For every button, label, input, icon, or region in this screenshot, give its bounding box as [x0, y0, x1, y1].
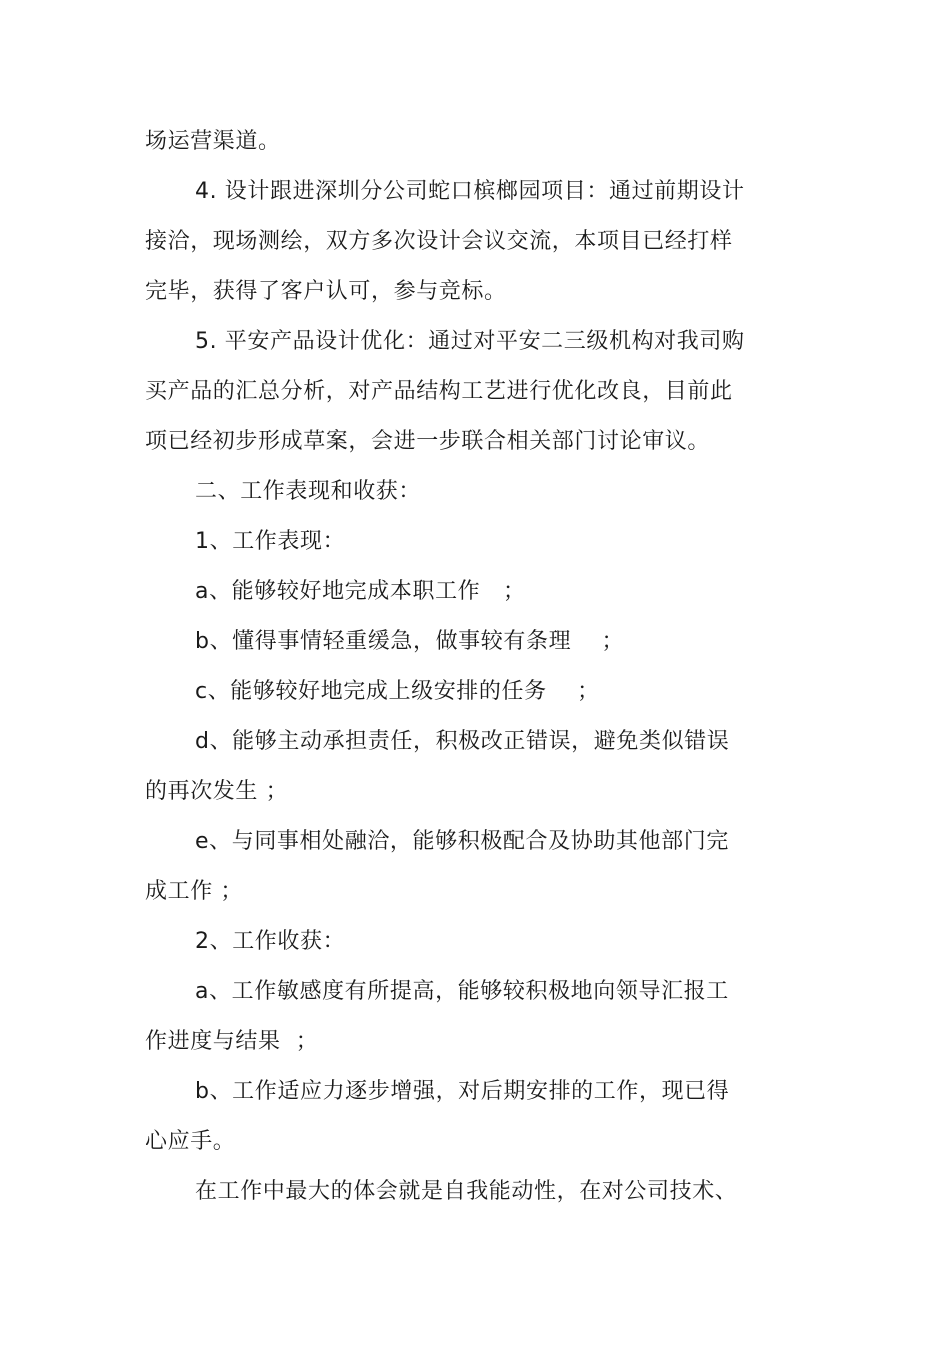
- subsection-heading: 1、工作表现：: [195, 529, 346, 554]
- text-line: 项已经初步形成草案，会进一步联合相关部门讨论审议。: [145, 429, 711, 454]
- text-line: 接洽，现场测绘，双方多次设计会议交流，本项目已经打样: [145, 229, 733, 254]
- section-heading: 二、工作表现和收获：: [195, 479, 422, 504]
- list-item: d、能够主动承担责任，积极改正错误，避免类似错误: [195, 729, 730, 754]
- list-item: a、工作敏感度有所提高，能够较积极地向领导汇报工: [195, 979, 729, 1004]
- text-line: 买产品的汇总分析，对产品结构工艺进行优化改良，目前此: [145, 379, 733, 404]
- text-line: 4. 设计跟进深圳分公司蛇口槟榔园项目：通过前期设计: [195, 179, 745, 204]
- list-item-continuation: 作进度与结果 ；: [145, 1029, 319, 1054]
- text-line: 场运营渠道。: [145, 129, 281, 154]
- text-line: 5. 平安产品设计优化：通过对平安二三级机构对我司购: [195, 329, 745, 354]
- subsection-heading: 2、工作收获：: [195, 929, 346, 954]
- list-item: a、能够较好地完成本职工作 ；: [195, 579, 526, 604]
- list-item-continuation: 成工作 ；: [145, 879, 243, 904]
- list-item: c、能够较好地完成上级安排的任务 ；: [195, 679, 600, 704]
- list-item-continuation: 的再次发生 ；: [145, 779, 289, 804]
- list-item: b、工作适应力逐步增强，对后期安排的工作，现已得: [195, 1079, 730, 1104]
- list-item: e、与同事相处融洽，能够积极配合及协助其他部门完: [195, 829, 729, 854]
- list-item: b、懂得事情轻重缓急，做事较有条理 ；: [195, 629, 625, 654]
- text-line: 完毕，获得了客户认可，参与竞标。: [145, 279, 507, 304]
- text-line: 在工作中最大的体会就是自我能动性，在对公司技术、: [195, 1179, 738, 1204]
- list-item-continuation: 心应手。: [145, 1129, 236, 1154]
